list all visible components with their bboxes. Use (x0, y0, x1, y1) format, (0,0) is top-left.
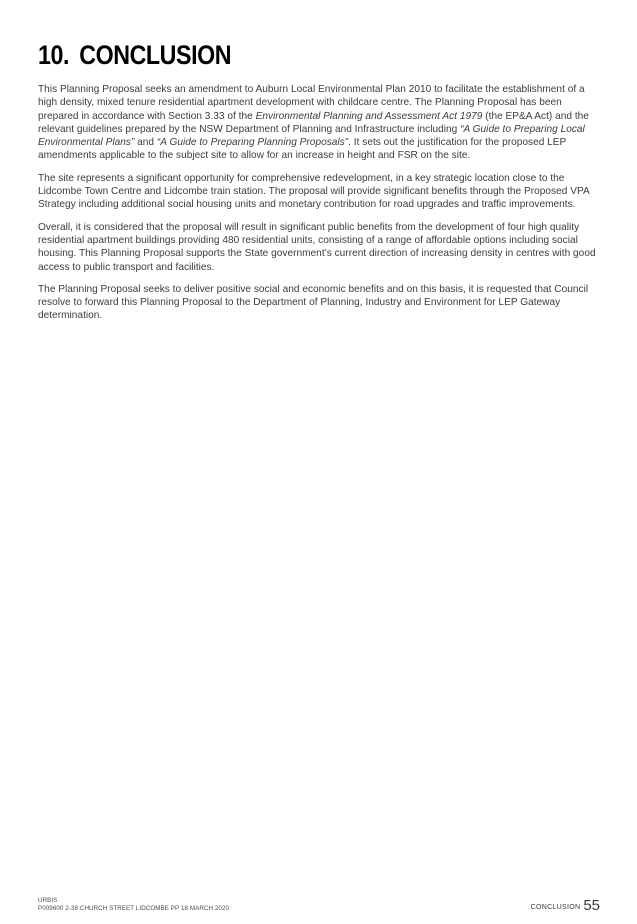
footer-project: P009600 2-38 CHURCH STREET LIDCOMBE PP 18 MARCH 2020 (38, 905, 230, 913)
footer-company: URBIS (38, 897, 58, 904)
footer-left (38, 897, 229, 913)
section-heading (38, 40, 231, 70)
text-run: Overall, it is considered that the proposal will result in significant public benefits from the development of four high quality residential apartment buildings providing 480 residential units, consisting of a range of affordable options including social housing. This Planning Proposal supports the State government’s current direction of increasing density in centres with good access to public transport and facilities. (38, 221, 596, 273)
section-number: 10. (38, 40, 70, 70)
page-number: 55 (583, 897, 600, 914)
text-run: This Planning Proposal seeks an amendment to Auburn Local Environmental Plan 2010 to facilitate the establishment of a high density, mixed tenure residential apartment development with childcare centre. The Planning Proposal has been prepared in accordance with Section 3.33 of the (38, 84, 585, 122)
text-run: The site represents a significant opportunity for comprehensive redevelopment, in a key strategic location close to the Lidcombe Town Centre and Lidcombe train station. The proposal will provide significant benefits through the Proposed VPA Strategy including additional social housing units and monetary contribution for road upgrades and traffic improvements. (38, 172, 590, 211)
italic-text-run: Environmental Planning and Assessment Act 1979 (255, 110, 483, 122)
italic-text-run: “A Guide to Preparing Planning Proposals” (156, 137, 349, 149)
footer-right (531, 897, 600, 915)
paragraph-1 (38, 83, 600, 163)
text-run: The Planning Proposal seeks to deliver positive social and economic benefits and on this basis, it is requested that Council resolve to forward this Planning Proposal to the Department of Planning, Industry and Environment for LEP Gateway determination. (38, 283, 589, 322)
italic-text-run: “A Guide to Preparing Local Environmental Plans” (38, 123, 585, 149)
section-title: CONCLUSION (79, 40, 232, 70)
paragraph-4 (38, 283, 600, 323)
text-run: . It sets out the justification for the proposed LEP amendments applicable to the subject site to allow for an increase in height and FSR on the site. (38, 137, 567, 162)
footer-section-name: CONCLUSION (530, 904, 581, 911)
text-run: and (134, 137, 157, 149)
body-text (38, 83, 600, 332)
text-run: (the EP&A Act) and the relevant guidelines prepared by the NSW Department of Planning and Infrastructure including (38, 110, 589, 135)
paragraph-2 (38, 172, 600, 212)
paragraph-3 (38, 221, 600, 274)
